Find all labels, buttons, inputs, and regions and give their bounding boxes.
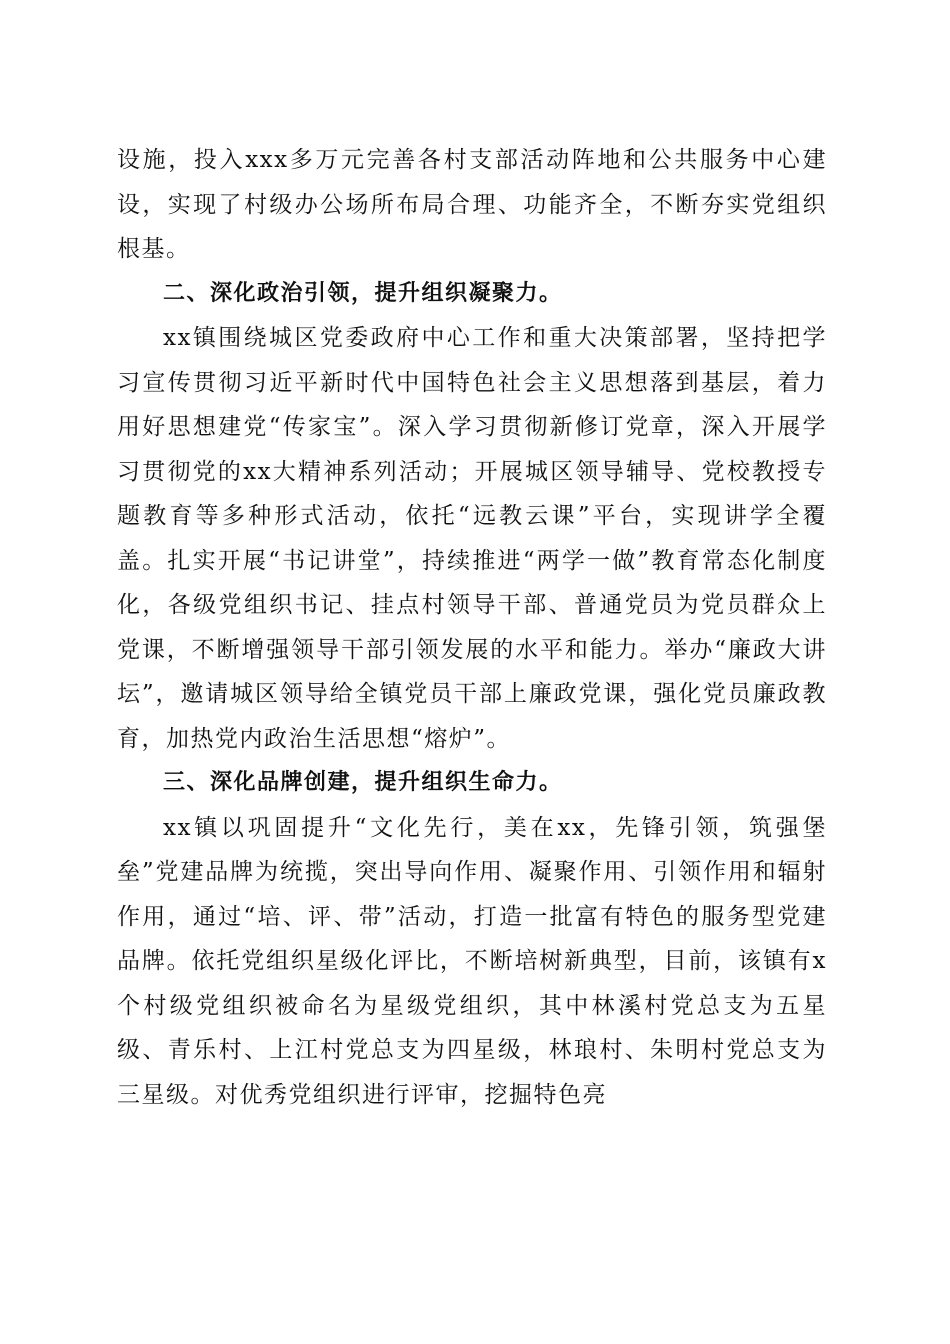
paragraph-continuation: 设施，投入xxx多万元完善各村支部活动阵地和公共服务中心建设，实现了村级办公场所布局合理、功能齐全，不断夯实党组织根基。 — [117, 147, 827, 262]
paragraph-political-guidance: xx镇围绕城区党委政府中心工作和重大决策部署，坚持把学习宣传贯彻习近平新时代中国特色社会主义思想落到基层，着力用好思想建党“传家宝”。深入学习贯彻新修订党章，深入开展学习贯彻党的xx大精神系列活动；开展城区领导辅导、党校教授专题教育等多种形式活动，依托“远教云课”平台，实现讲学全覆盖。扎实开展“书记讲堂”，持续推进“两学一做”教育常态化制度化，各级党组织书记、挂点村领导干部、普通党员为党员群众上党课，不断增强领导干部引领发展的水平和能力。举办“廉政大讲坛”，邀请城区领导给全镇党员干部上廉政党课，强化党员廉政教育，加热党内政治生活思想“熔炉”。 — [117, 325, 827, 752]
section-heading-2: 二、深化政治引领，提升组织凝聚力。 — [163, 280, 563, 306]
paragraph-brand-building: xx镇以巩固提升“文化先行，美在xx，先锋引领，筑强堡垒”党建品牌为统揽，突出导向作用、凝聚作用、引领作用和辐射作用，通过“培、评、带”活动，打造一批富有特色的服务型党建品牌。依托党组织星级化评比，不断培树新典型，目前，该镇有x个村级党组织被命名为星级党组织，其中林溪村党总支为五星级、青乐村、上江村党总支为四星级，林琅村、朱明村党总支为三星级。对优秀党组织进行评审，挖掘特色亮 — [117, 814, 827, 1108]
section-heading-3: 三、深化品牌创建，提升组织生命力。 — [163, 770, 563, 795]
document-body — [117, 138, 827, 1117]
